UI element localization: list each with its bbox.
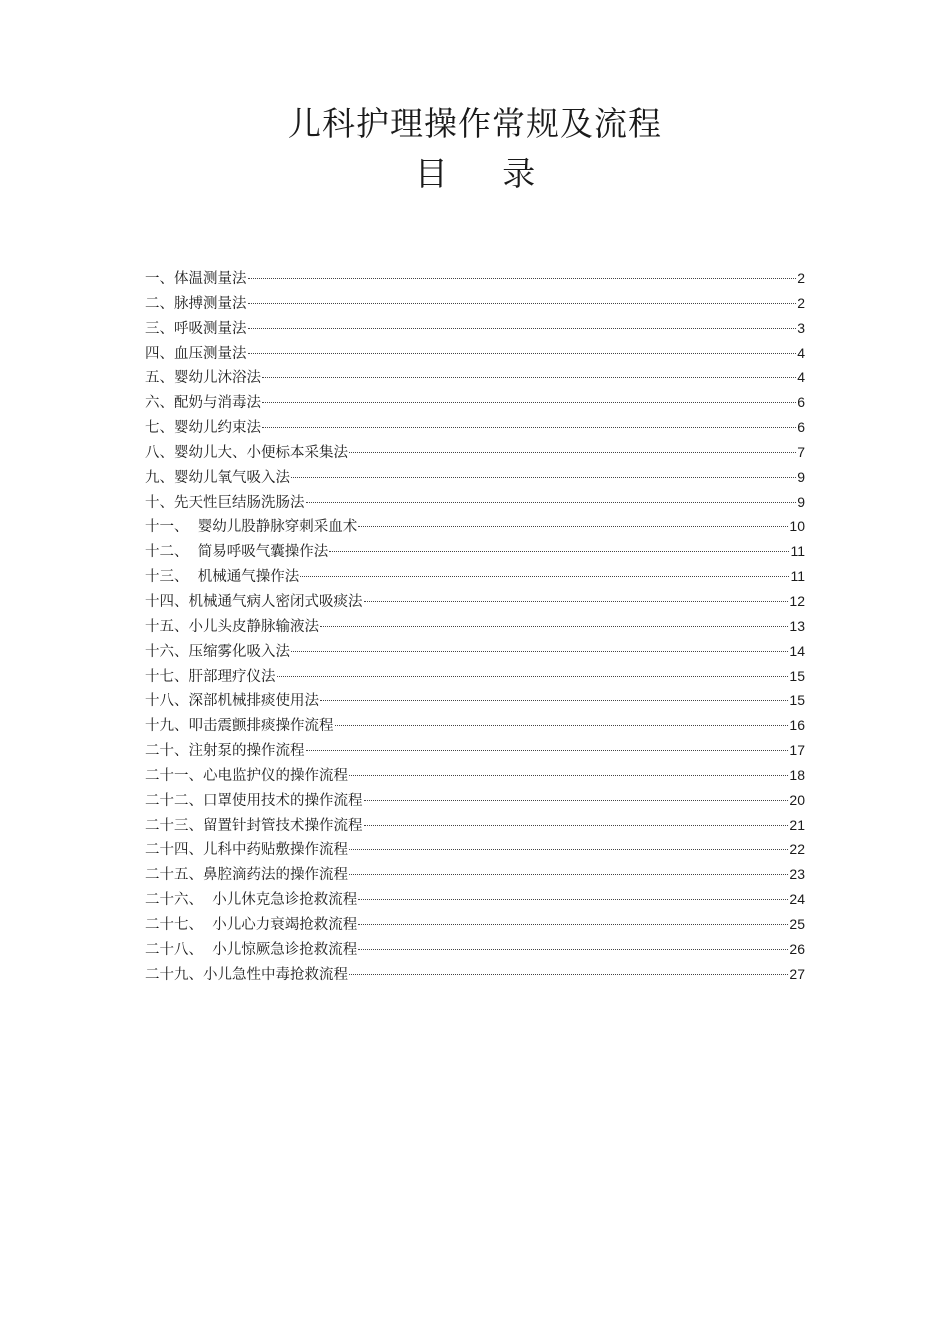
toc-entry-label: 二十八、 小儿惊厥急诊抢救流程 [145, 941, 358, 958]
toc-entry[interactable] [145, 639, 805, 664]
toc-entry-page-number: 6 [797, 419, 805, 436]
toc-entry-page-number: 11 [790, 543, 805, 560]
toc-dot-leader [248, 328, 797, 329]
toc-dot-leader [358, 526, 788, 527]
toc-entry-label: 十九、叩击震颤排痰操作流程 [145, 718, 334, 735]
toc-entry[interactable] [145, 614, 805, 639]
toc-dot-leader [364, 800, 789, 801]
toc-dot-leader [335, 725, 789, 726]
toc-entry[interactable] [145, 862, 805, 887]
toc-dot-leader [306, 750, 789, 751]
toc-entry-page-number: 3 [797, 319, 805, 336]
toc-entry-page-number: 7 [797, 443, 805, 460]
toc-entry-page-number: 9 [797, 493, 805, 510]
toc-entry-page-number: 4 [797, 344, 805, 361]
toc-entry-page-number: 11 [790, 568, 805, 585]
table-of-contents [145, 266, 805, 986]
toc-entry[interactable] [145, 341, 805, 366]
toc-entry[interactable] [145, 912, 805, 937]
toc-entry-page-number: 21 [789, 816, 805, 833]
toc-entry[interactable] [145, 962, 805, 987]
toc-entry[interactable] [145, 713, 805, 738]
toc-dot-leader [358, 924, 788, 925]
toc-entry[interactable] [145, 390, 805, 415]
toc-entry-label: 十一、 婴幼儿股静脉穿刺采血术 [145, 519, 358, 536]
toc-entry[interactable] [145, 539, 805, 564]
toc-dot-leader [320, 700, 788, 701]
toc-entry-page-number: 6 [797, 394, 805, 411]
toc-entry-label: 二十四、儿科中药贴敷操作流程 [145, 842, 348, 859]
toc-entry-page-number: 15 [789, 667, 805, 684]
toc-entry-page-number: 2 [797, 270, 805, 286]
toc-entry-label: 二十一、心电监护仪的操作流程 [145, 767, 348, 784]
toc-entry-label: 十八、深部机械排痰使用法 [145, 693, 319, 710]
toc-entry-label: 一、体温测量法 [145, 271, 247, 287]
toc-entry-label: 七、婴幼儿约束法 [145, 420, 261, 437]
toc-entry-page-number: 18 [789, 766, 805, 783]
toc-entry[interactable] [145, 415, 805, 440]
toc-dot-leader [358, 949, 788, 950]
toc-dot-leader [262, 377, 796, 378]
toc-entry[interactable] [145, 887, 805, 912]
toc-dot-leader [349, 874, 788, 875]
toc-entry-page-number: 17 [789, 742, 805, 759]
toc-entry[interactable] [145, 688, 805, 713]
toc-dot-leader [300, 576, 789, 577]
toc-entry-page-number: 12 [789, 592, 805, 609]
toc-entry[interactable] [145, 490, 805, 515]
toc-entry[interactable] [145, 589, 805, 614]
toc-dot-leader [262, 402, 796, 403]
toc-dot-leader [291, 651, 788, 652]
toc-entry-label: 十六、压缩雾化吸入法 [145, 643, 290, 660]
toc-entry-label: 二十六、 小儿休克急诊抢救流程 [145, 892, 358, 909]
toc-entry-label: 十二、 简易呼吸气囊操作法 [145, 544, 329, 561]
toc-entry-label: 十三、 机械通气操作法 [145, 569, 300, 586]
toc-entry-label: 四、血压测量法 [145, 345, 247, 362]
toc-entry[interactable] [145, 266, 805, 291]
toc-entry-label: 九、婴幼儿氧气吸入法 [145, 469, 290, 486]
toc-entry-label: 二十七、 小儿心力衰竭抢救流程 [145, 916, 358, 933]
toc-entry-label: 十七、肝部理疗仪法 [145, 668, 276, 685]
document-title: 儿科护理操作常规及流程 [288, 104, 662, 143]
toc-entry[interactable] [145, 514, 805, 539]
toc-entry-page-number: 10 [789, 518, 805, 535]
toc-entry[interactable] [145, 291, 805, 316]
toc-dot-leader [320, 626, 788, 627]
toc-entry-label: 六、配奶与消毒法 [145, 395, 261, 412]
toc-dot-leader [306, 502, 797, 503]
toc-entry-label: 十、先天性巨结肠洗肠法 [145, 494, 305, 511]
toc-entry-label: 二十九、小儿急性中毒抢救流程 [145, 966, 348, 983]
toc-entry[interactable] [145, 316, 805, 341]
toc-entry-label: 二、脉搏测量法 [145, 295, 247, 312]
toc-entry-page-number: 16 [789, 717, 805, 734]
toc-entry[interactable] [145, 813, 805, 838]
toc-entry-page-number: 27 [789, 965, 805, 982]
toc-entry-label: 八、婴幼儿大、小便标本采集法 [145, 444, 348, 461]
toc-entry-page-number: 24 [789, 891, 805, 908]
toc-entry-label: 二十二、口罩使用技术的操作流程 [145, 792, 363, 809]
toc-entry[interactable] [145, 465, 805, 490]
toc-entry[interactable] [145, 664, 805, 689]
toc-dot-leader [248, 353, 797, 354]
toc-entry[interactable] [145, 738, 805, 763]
toc-dot-leader [349, 452, 796, 453]
toc-dot-leader [277, 676, 789, 677]
toc-entry-page-number: 13 [789, 617, 805, 634]
toc-entry[interactable] [145, 440, 805, 465]
toc-entry[interactable] [145, 788, 805, 813]
toc-entry-label: 五、婴幼儿沐浴法 [145, 370, 261, 387]
toc-dot-leader [349, 775, 788, 776]
toc-entry-label: 二十、注射泵的操作流程 [145, 743, 305, 760]
toc-dot-leader [349, 974, 788, 975]
toc-entry-page-number: 22 [789, 841, 805, 858]
toc-entry-label: 十五、小儿头皮静脉输液法 [145, 618, 319, 635]
toc-entry-label: 十四、机械通气病人密闭式吸痰法 [145, 593, 363, 610]
toc-heading: 目 录 [414, 154, 558, 193]
toc-entry[interactable] [145, 937, 805, 962]
toc-entry[interactable] [145, 564, 805, 589]
toc-entry-page-number: 15 [789, 692, 805, 709]
toc-dot-leader [291, 477, 796, 478]
toc-entry[interactable] [145, 763, 805, 788]
toc-dot-leader [364, 601, 789, 602]
toc-dot-leader [364, 825, 789, 826]
toc-entry-page-number: 26 [789, 940, 805, 957]
toc-dot-leader [358, 899, 788, 900]
toc-entry[interactable] [145, 837, 805, 862]
toc-entry-label: 二十三、留置针封管技术操作流程 [145, 817, 363, 834]
toc-entry-page-number: 25 [789, 915, 805, 932]
toc-dot-leader [248, 303, 797, 304]
toc-entry-label: 三、呼吸测量法 [145, 320, 247, 337]
toc-entry-page-number: 4 [797, 369, 805, 386]
toc-dot-leader [248, 278, 797, 279]
toc-entry-page-number: 20 [789, 791, 805, 808]
toc-entry-label: 二十五、鼻腔滴药法的操作流程 [145, 867, 348, 884]
toc-dot-leader [349, 849, 788, 850]
toc-entry-page-number: 2 [797, 294, 805, 311]
toc-entry-page-number: 14 [789, 642, 805, 659]
toc-entry[interactable] [145, 365, 805, 390]
toc-entry-page-number: 9 [797, 468, 805, 485]
toc-dot-leader [329, 551, 789, 552]
toc-dot-leader [262, 427, 796, 428]
toc-entry-page-number: 23 [789, 866, 805, 883]
